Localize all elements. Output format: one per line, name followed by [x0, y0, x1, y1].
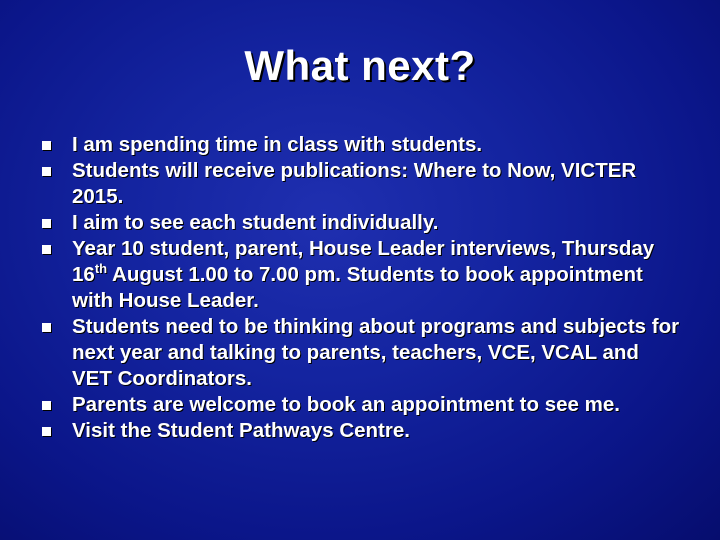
- bullet-text-part: August 1.00 to 7.00 pm. Students to book appointment with House Leader.: [72, 263, 643, 312]
- bullet-text: Students will receive publications: Where to Now, VICTER 2015.: [72, 159, 637, 208]
- square-bullet-icon: [42, 245, 51, 254]
- square-bullet-icon: [42, 427, 51, 436]
- square-bullet-icon: [42, 219, 51, 228]
- square-bullet-icon: [42, 401, 51, 410]
- bullet-item: [42, 210, 682, 236]
- square-bullet-icon: [42, 141, 51, 150]
- bullet-text: I aim to see each student individually.: [72, 211, 439, 234]
- bullet-item: [42, 314, 682, 392]
- ordinal-suffix: th: [94, 261, 108, 277]
- bullet-text: I am spending time in class with students.: [72, 133, 483, 156]
- bullet-text-part: Year 10 student, parent, House Leader interviews, Thursday 16: [72, 237, 655, 286]
- slide-title: What next?: [244, 42, 476, 89]
- bullet-text: Students need to be thinking about programs and subjects for next year and talking to parents, teachers, VCE, VCAL and VET Coordinators.: [72, 315, 680, 390]
- bullet-text: Visit the Student Pathways Centre.: [72, 419, 410, 442]
- bullet-item: [42, 158, 682, 210]
- bullet-list: [42, 132, 682, 444]
- bullet-text: Parents are welcome to book an appointment to see me.: [72, 393, 620, 416]
- square-bullet-icon: [42, 167, 51, 176]
- bullet-item: [42, 418, 682, 444]
- bullet-item: [42, 236, 682, 314]
- bullet-item: [42, 392, 682, 418]
- square-bullet-icon: [42, 323, 51, 332]
- bullet-item: [42, 132, 682, 158]
